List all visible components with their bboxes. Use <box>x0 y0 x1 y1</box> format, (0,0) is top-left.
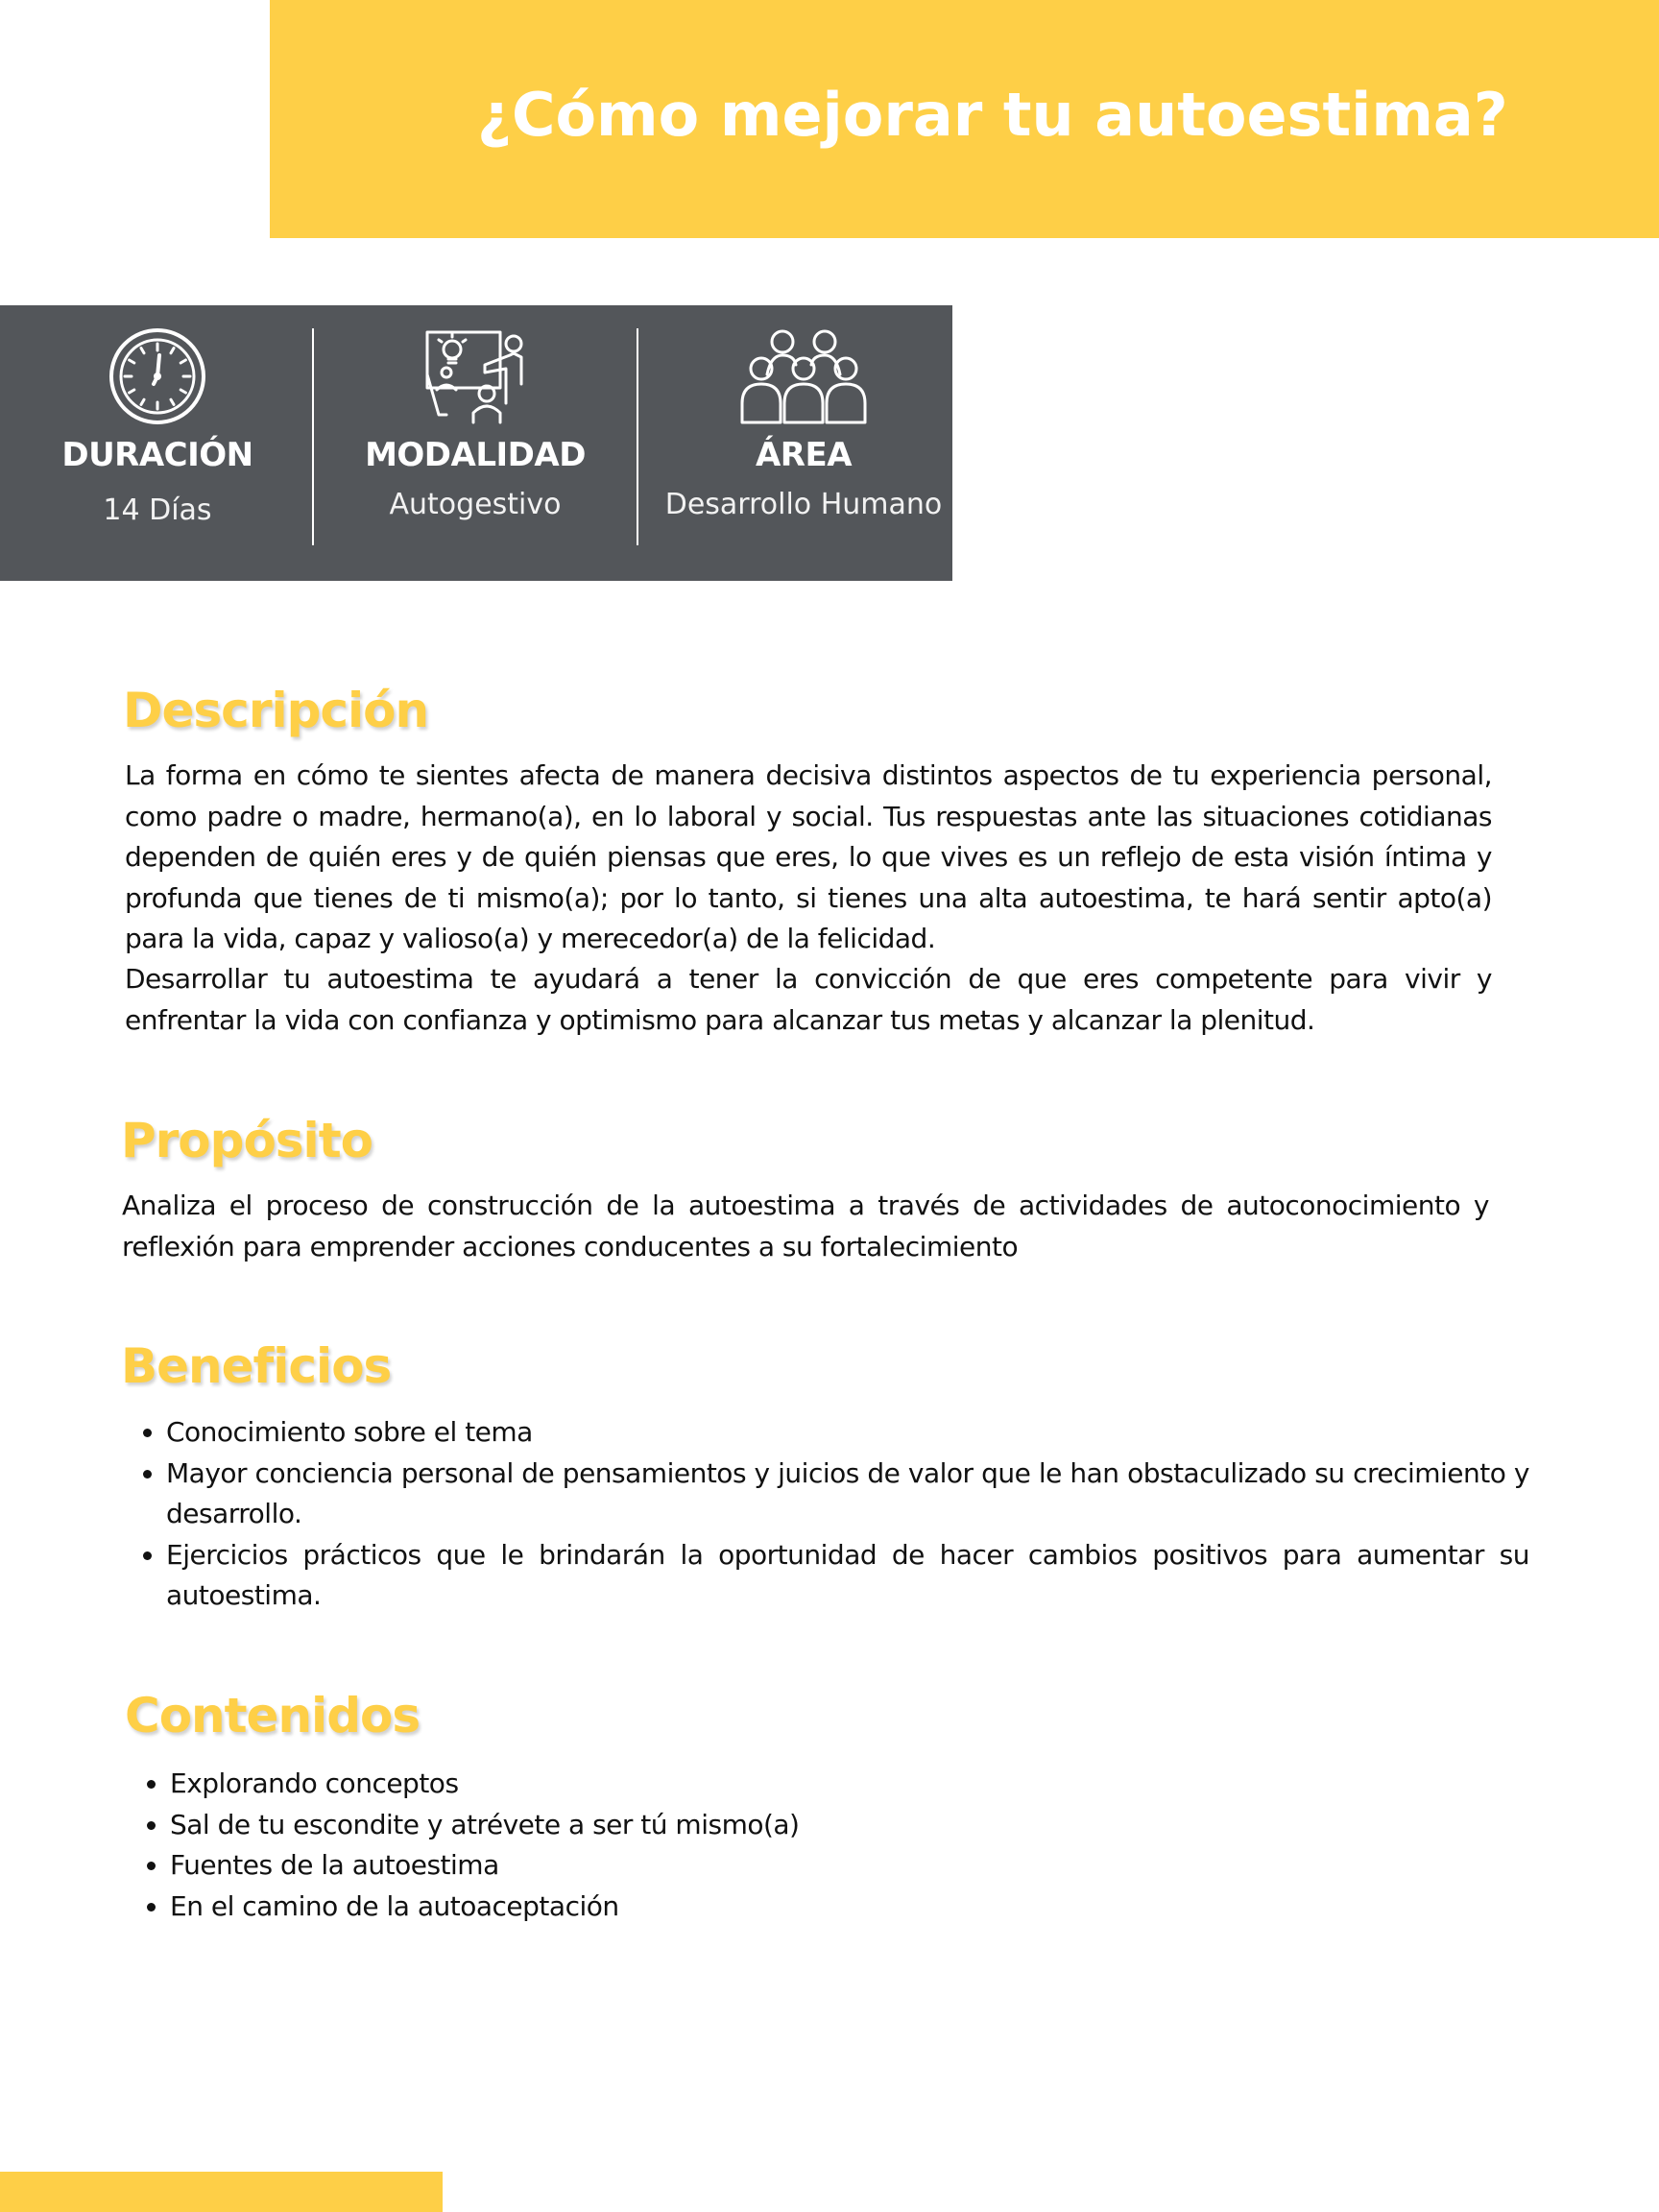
area-value: Desarrollo Humano <box>664 488 943 521</box>
title-banner <box>270 0 1659 238</box>
descripcion-paragraph-2: Desarrollar tu autoestima te ayudará a tener la convicción de que eres competente para vivir y enfrentar la vida con confianza y optimismo para alcanzar tus metas y alcanzar la plenitud. <box>125 963 1492 1036</box>
duration-value: 14 Días <box>103 493 212 527</box>
contenidos-heading: Contenidos <box>125 1688 421 1743</box>
people-group-icon <box>738 326 869 426</box>
list-item: • Mayor conciencia personal de pensamientos y juicios de valor que le han obstaculizado su crecimiento y desarrollo. <box>166 1454 1529 1535</box>
course-info-panel <box>0 305 952 581</box>
proposito-heading: Propósito <box>121 1113 373 1168</box>
area-label: ÁREA <box>755 436 853 474</box>
page-title: ¿Cómo mejorar tu autoestima? <box>477 80 1508 150</box>
list-item: • Conocimiento sobre el tema <box>166 1412 1529 1454</box>
footer-accent-bar <box>0 2172 443 2212</box>
proposito-text: Analiza el proceso de construcción de la autoestima a través de actividades de autoconocimiento y reflexión para emprender acciones conducentes a su fortalecimiento <box>122 1190 1489 1262</box>
descripcion-paragraph-1: La forma en cómo te sientes afecta de manera decisiva distintos aspectos de tu experiencia personal, como padre o madre, hermano(a), en lo laboral y social. Tus respuestas ante las situaciones cotidianas dependen de quién eres y de quién piensas que eres, lo que vives es un reflejo de esta visión íntima y profunda que tienes de ti mismo(a); por lo tanto, si tienes una alta autoestima, te hará sentir apto(a) para la vida, capaz y valioso(a) y merecedor(a) de la felicidad. <box>125 759 1492 954</box>
beneficios-heading: Beneficios <box>121 1338 392 1394</box>
beneficios-list <box>123 1412 1529 1617</box>
info-area <box>641 305 966 581</box>
clock-icon <box>108 326 207 426</box>
contenidos-list <box>127 1764 1533 1927</box>
descripcion-heading: Descripción <box>123 683 429 738</box>
list-item: • Sal de tu escondite y atrévete a ser tú mismo(a) <box>170 1805 1533 1846</box>
presentation-icon <box>418 326 533 426</box>
list-item: • Fuentes de la autoestima <box>170 1845 1533 1887</box>
modality-value: Autogestivo <box>389 488 562 521</box>
list-item: • En el camino de la autoaceptación <box>170 1887 1533 1928</box>
info-modality <box>317 305 634 581</box>
modality-label: MODALIDAD <box>365 436 586 474</box>
list-item: • Explorando conceptos <box>170 1764 1533 1805</box>
list-item: • Ejercicios prácticos que le brindarán la oportunidad de hacer cambios positivos para aumentar su autoestima. <box>166 1535 1529 1617</box>
duration-label: DURACIÓN <box>61 436 253 474</box>
info-divider <box>637 328 638 545</box>
info-divider <box>312 328 314 545</box>
info-duration <box>0 305 315 581</box>
